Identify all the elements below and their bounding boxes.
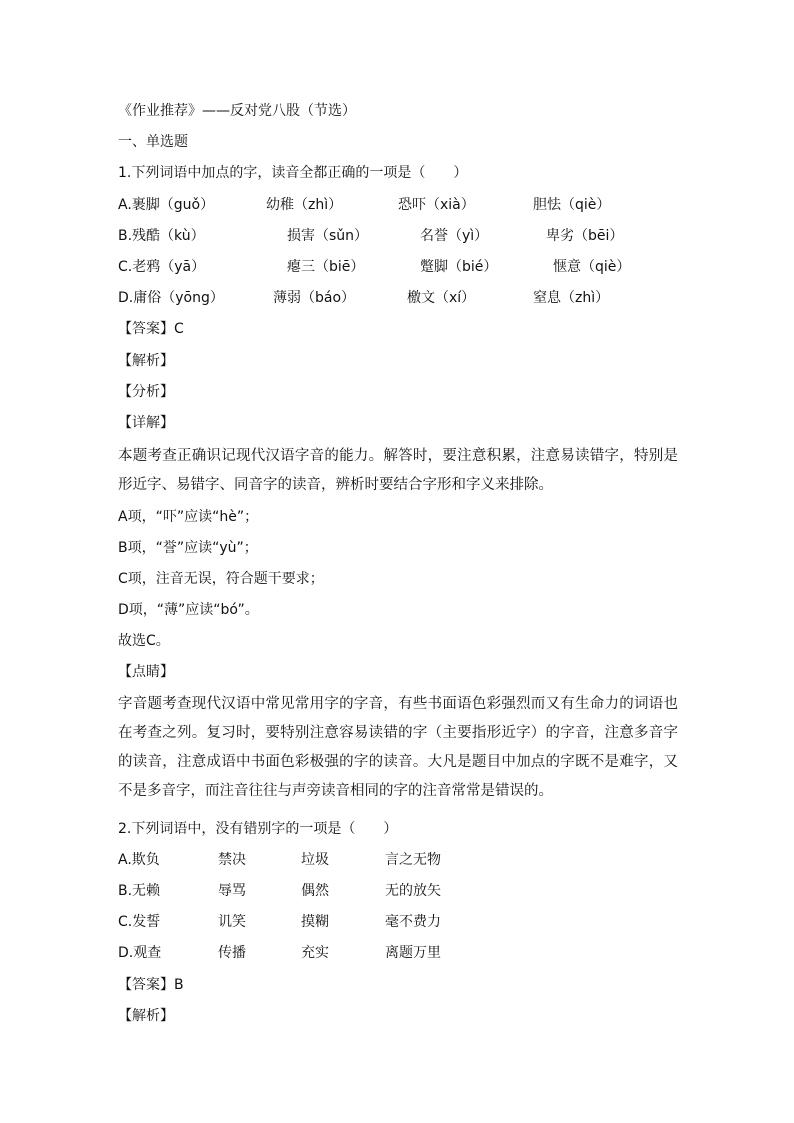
q1-option-c-word-4: 惬意（qiè） [553,259,631,275]
q1-option-a-word-3: 恐吓（xià） [398,197,475,213]
q2-option-b-word-3: 偶然 [301,883,329,899]
q2-option-d-word-3: 充实 [301,945,329,961]
q1-option-b-word-2: 损害（sǔn） [287,228,369,244]
q1-explain-b: B项，“誉”应读“yù”； [118,540,258,556]
q1-option-d-word-2: 薄弱（báo） [273,290,356,306]
q2-option-a-word-3: 垃圾 [301,852,329,868]
q2-option-c-word-1: C.发誓 [118,914,161,930]
q2-option-b-word-2: 辱骂 [218,883,246,899]
q1-detail-heading: 【详解】 [118,415,174,431]
q1-option-a-word-4: 胆怯（qiè） [533,197,611,213]
q2-option-a-word-4: 言之无物 [385,852,441,868]
q1-explain-c: C项，注音无误，符合题干要求； [118,571,324,587]
q2-answer: 【答案】B [118,977,184,993]
document-title: 《作业推荐》——反对党八股（节选） [118,103,356,119]
q1-option-d-word-4: 窒息（zhì） [533,290,610,306]
q1-option-b-word-4: 卑劣（bēi） [546,228,624,244]
q1-analysis-heading: 【解析】 [118,353,174,369]
q1-option-c-word-2: 瘪三（biē） [287,259,365,275]
q2-option-a-word-2: 禁决 [218,852,246,868]
q1-option-c-word-3: 蹩脚（bié） [420,259,498,275]
question-1-stem: 1.下列词语中加点的字，读音全都正确的一项是（ ） [118,165,468,181]
q1-option-a-word-2: 幼稚（zhì） [266,197,343,213]
q1-detail-paragraph: 本题考查正确识记现代汉语字音的能力。解答时，要注意积累，注意易读错字，特别是形近字、易错字、同音字的读音，辨析时要结合字形和字义来排除。 [118,448,678,493]
q2-option-d-word-2: 传播 [218,945,246,961]
q1-explain-a: A项，“吓”应读“hè”； [118,509,259,525]
q1-conclusion: 故选C。 [118,633,170,649]
q1-option-a-word-1: A.裹脚（guǒ） [118,197,215,213]
q2-option-d-word-4: 离题万里 [385,945,441,961]
question-2-stem: 2.下列词语中，没有错别字的一项是（ ） [118,821,398,837]
q2-option-c-word-2: 讥笑 [218,914,246,930]
q1-answer: 【答案】C [118,321,184,337]
q1-option-d-word-1: D.庸俗（yōng） [118,290,224,306]
q1-option-b-word-1: B.残酷（kù） [118,228,205,244]
q2-option-c-word-4: 毫不费力 [385,914,441,930]
q1-option-d-word-3: 檄文（xí） [407,290,476,306]
q1-tip-paragraph: 字音题考查现代汉语中常见常用字的字音，有些书面语色彩强烈而又有生命力的词语也在考查之列。复习时，要特别注意容易读错的字（主要指形近字）的字音，注意多音字的读音，注意成语中书面色彩极强的字的读音。大凡是题目中加点的字既不是难字，又不是多音字，而注音往往与声旁读音相同的字的注音常常是错误的。 [118,696,678,799]
q1-option-c-word-1: C.老鸦（yā） [118,259,206,275]
q1-option-b-word-3: 名誉（yì） [420,228,489,244]
q2-option-d-word-1: D.观查 [118,945,162,961]
q1-dianjing-heading: 【点睛】 [118,664,174,680]
q2-option-b-word-1: B.无赖 [118,883,161,899]
section-heading: 一、单选题 [118,134,188,150]
q2-option-b-word-4: 无的放矢 [385,883,441,899]
q1-fenxi-heading: 【分析】 [118,384,174,400]
q2-analysis-heading: 【解析】 [118,1008,174,1024]
q2-option-a-word-1: A.欺负 [118,852,160,868]
q2-option-c-word-3: 摸糊 [301,914,329,930]
q1-explain-d: D项，“薄”应读“bó”。 [118,602,259,618]
